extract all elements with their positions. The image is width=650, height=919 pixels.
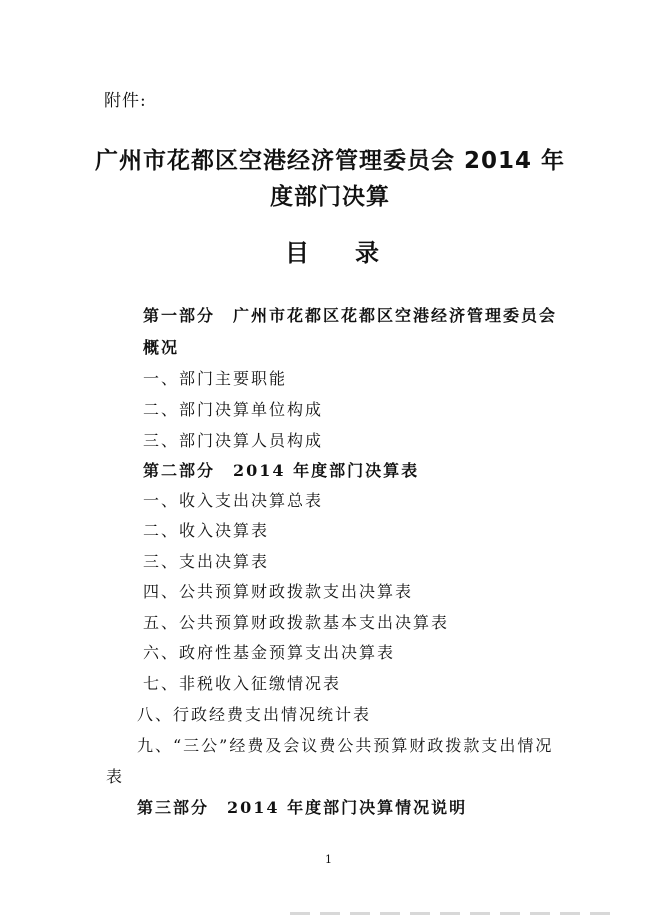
toc-item-cont: 表: [106, 767, 125, 786]
toc-item: 三、部门决算人员构成: [143, 431, 324, 450]
scan-edge-marks: [290, 912, 620, 915]
toc-item: 二、收入决算表: [143, 521, 270, 540]
part1-heading: 第一部分 广州市花都区花都区空港经济管理委员会: [143, 306, 558, 325]
document-title: [60, 143, 600, 215]
title-line-1: 广州市花都区空港经济管理委员会 2014 年: [94, 148, 566, 174]
part2-heading: 第二部分 2014 年度部门决算表: [143, 461, 420, 480]
toc-heading-char-2: 录: [355, 239, 379, 267]
attachment-label: 附件:: [104, 91, 147, 111]
toc-item: 九、“三公”经费及会议费公共预算财政拨款支出情况: [137, 736, 554, 755]
toc-heading: [285, 233, 379, 268]
toc-item: 六、政府性基金预算支出决算表: [143, 643, 396, 662]
toc-item: 二、部门决算单位构成: [143, 400, 324, 419]
page-number: 1: [325, 853, 332, 866]
toc-heading-char-1: 目: [285, 239, 309, 267]
toc-item: 四、公共预算财政拨款支出决算表: [143, 582, 414, 601]
part1-heading-cont: 概况: [143, 338, 180, 357]
toc-item: 一、部门主要职能: [143, 369, 288, 388]
part3-heading: 第三部分 2014 年度部门决算情况说明: [137, 798, 468, 817]
toc-item: 八、行政经费支出情况统计表: [137, 705, 372, 724]
toc-item: 七、非税收入征缴情况表: [143, 674, 342, 693]
toc-item: 五、公共预算财政拨款基本支出决算表: [143, 613, 450, 632]
title-line-2: 度部门决算: [270, 184, 390, 210]
toc-item: 一、收入支出决算总表: [143, 491, 324, 510]
toc-item: 三、支出决算表: [143, 552, 270, 571]
